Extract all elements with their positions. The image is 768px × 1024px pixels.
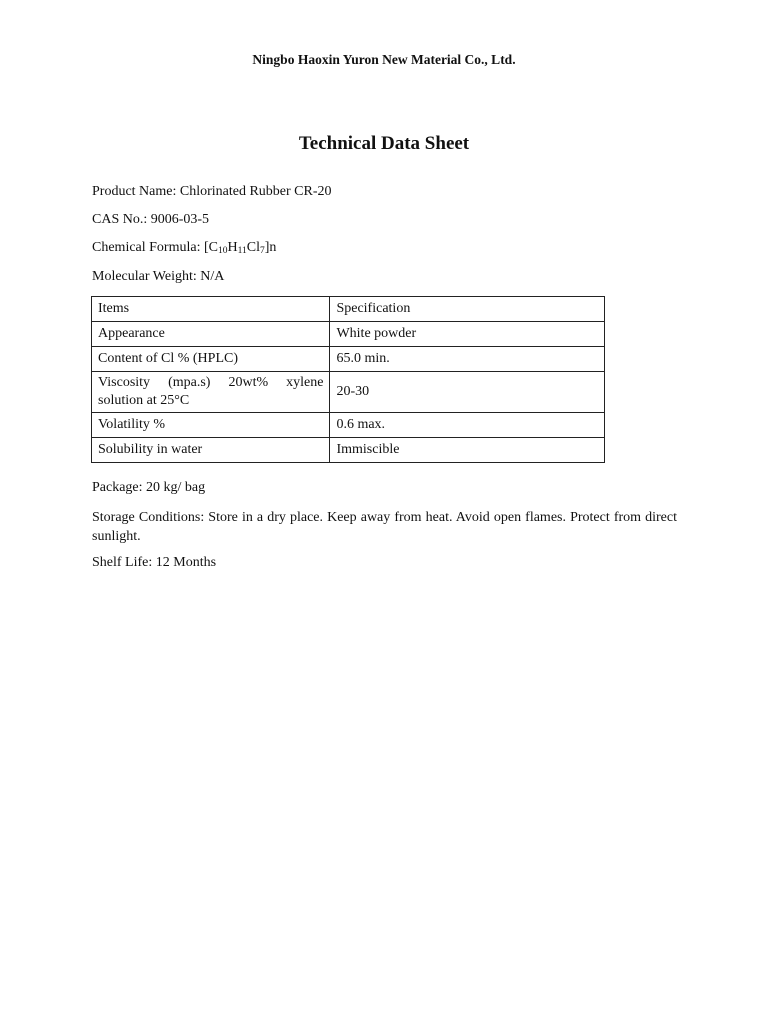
table-row (92, 372, 605, 413)
formula-subscript: 11 (237, 246, 247, 256)
table-row (92, 347, 605, 372)
formula-subscript: 10 (217, 246, 228, 256)
column-header-specification: Specification (330, 297, 605, 322)
document-title: Technical Data Sheet (298, 133, 470, 154)
specification-cell: 20-30 (330, 372, 605, 413)
specification-table (91, 296, 605, 463)
company-name: Ningbo Haoxin Yuron New Material Co., Ltd. (252, 52, 516, 67)
item-cell: Appearance (92, 322, 330, 347)
specification-cell: Immiscible (330, 438, 605, 463)
table-row (92, 413, 605, 438)
item-cell: Solubility in water (92, 438, 330, 463)
table-header-row (92, 297, 605, 322)
specification-cell: White powder (330, 322, 605, 347)
specification-cell: 0.6 max. (330, 413, 605, 438)
item-cell: Volatility % (92, 413, 330, 438)
specification-cell: 65.0 min. (330, 347, 605, 372)
formula-subscript: 7 (260, 246, 265, 256)
formula-part: [C (203, 240, 218, 255)
cas-number: CAS No.: 9006-03-5 (92, 212, 210, 227)
table-row (92, 322, 605, 347)
chemical-formula (92, 239, 276, 257)
product-name: Product Name: Chlorinated Rubber CR-20 (92, 184, 332, 199)
package-info: Package: 20 kg/ bag (92, 480, 206, 495)
formula-label: Chemical Formula: (92, 240, 204, 255)
formula-part: ]n (264, 240, 277, 255)
molecular-weight: Molecular Weight: N/A (92, 269, 225, 284)
item-cell: Content of Cl % (HPLC) (92, 347, 330, 372)
column-header-items: Items (92, 297, 330, 322)
formula-part: H (227, 240, 238, 255)
storage-conditions: Storage Conditions: Store in a dry place. Keep away from heat. Avoid open flames. Protect from direct sunlight. (92, 510, 677, 544)
shelf-life: Shelf Life: 12 Months (92, 555, 217, 570)
table-row (92, 438, 605, 463)
formula-part: Cl (246, 240, 260, 255)
item-cell: Viscosity (mpa.s) 20wt% xylene solution at 25°C (92, 372, 330, 413)
